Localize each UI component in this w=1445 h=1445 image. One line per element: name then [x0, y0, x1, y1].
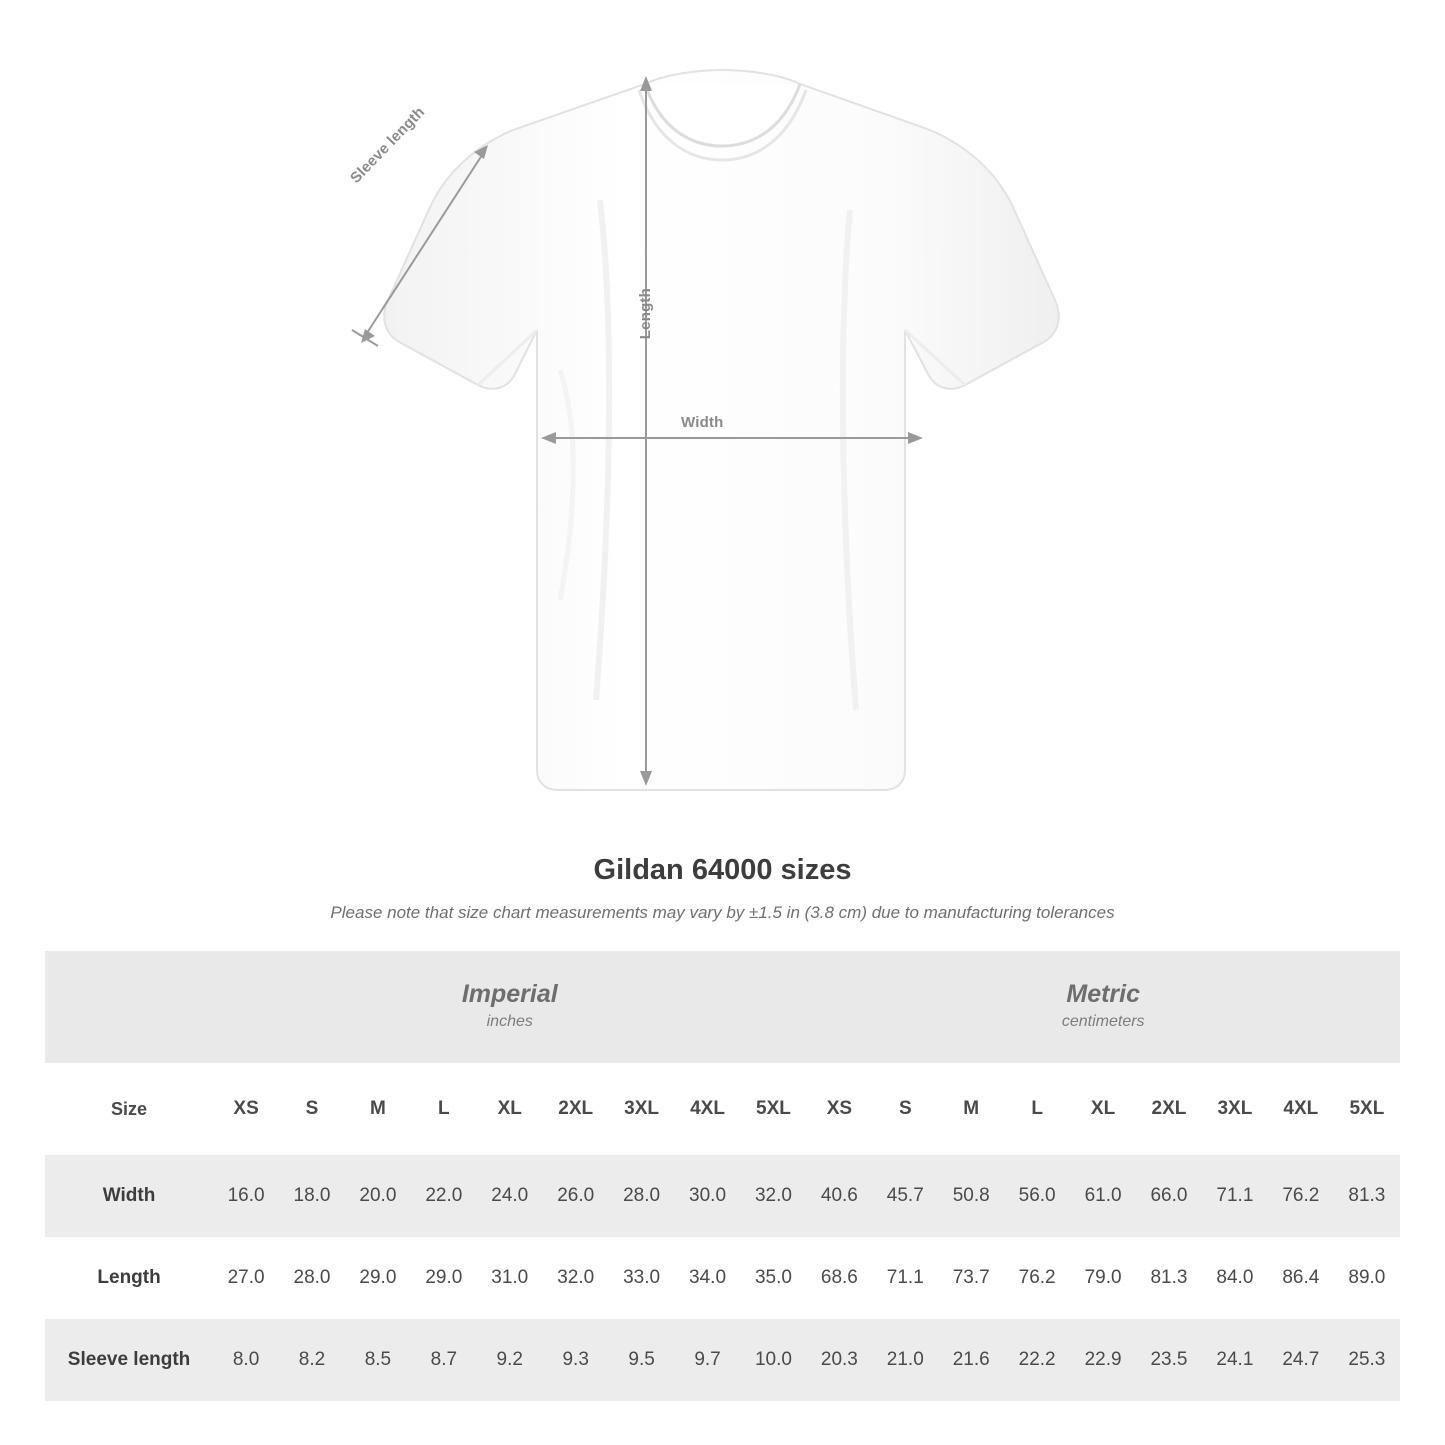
size-header-metric-5xl: 5XL [1349, 1098, 1385, 1119]
cell-sleeve-metric-3xl: 24.1 [1216, 1349, 1254, 1370]
size-header-imperial-5xl: 5XL [756, 1098, 791, 1119]
cell-sleeve-metric-xl: 22.9 [1084, 1349, 1122, 1370]
cell-length-imperial-xs: 27.0 [227, 1267, 265, 1288]
cell-sleeve-imperial-3xl: 9.5 [628, 1349, 655, 1370]
cell-length-imperial-4xl: 34.0 [689, 1267, 727, 1288]
cell-width-metric-xs: 40.6 [820, 1185, 858, 1206]
size-header-imperial-l: L [438, 1098, 450, 1119]
row-label-width: Width [102, 1185, 156, 1206]
unit-group-metric-name: Metric [1066, 979, 1141, 1008]
cell-length-imperial-5xl: 35.0 [754, 1267, 792, 1288]
cell-sleeve-imperial-m: 8.5 [364, 1349, 392, 1370]
dimension-label-length: Length [637, 288, 654, 340]
cell-width-imperial-xl: 24.0 [491, 1185, 529, 1206]
cell-length-metric-l: 76.2 [1018, 1267, 1056, 1288]
cell-length-metric-xl: 79.0 [1084, 1267, 1122, 1288]
unit-group-imperial-name: Imperial [461, 979, 558, 1008]
dimension-label-width: Width [681, 414, 724, 431]
size-header-metric-s: S [898, 1098, 912, 1119]
table-row [45, 1319, 1400, 1401]
cell-width-metric-4xl: 76.2 [1282, 1185, 1320, 1206]
size-header-imperial-4xl: 4XL [690, 1098, 725, 1119]
cell-width-metric-l: 56.0 [1018, 1185, 1056, 1206]
cell-length-metric-5xl: 89.0 [1348, 1267, 1386, 1288]
table-row [45, 1155, 1400, 1237]
cell-width-imperial-s: 18.0 [293, 1185, 331, 1206]
size-header-metric-2xl: 2XL [1151, 1098, 1187, 1119]
cell-width-imperial-m: 20.0 [359, 1185, 397, 1206]
cell-width-imperial-l: 22.0 [425, 1185, 463, 1206]
size-header-imperial-m: M [370, 1098, 386, 1119]
cell-sleeve-imperial-2xl: 9.3 [562, 1349, 589, 1370]
row-label-length: Length [97, 1267, 161, 1288]
size-header-metric-xs: XS [826, 1098, 853, 1119]
size-header-label: Size [111, 1098, 148, 1119]
size-header-imperial-xl: XL [497, 1098, 522, 1119]
cell-length-metric-s: 71.1 [886, 1267, 924, 1288]
cell-sleeve-imperial-xs: 8.0 [232, 1349, 260, 1370]
size-header-metric-m: M [963, 1098, 980, 1119]
cell-width-metric-2xl: 66.0 [1150, 1185, 1188, 1206]
size-chart-table [45, 951, 1400, 1401]
cell-length-metric-m: 73.7 [952, 1267, 990, 1288]
cell-sleeve-imperial-xl: 9.2 [496, 1349, 523, 1370]
unit-header-spacer [45, 951, 213, 1063]
cell-length-imperial-m: 29.0 [359, 1267, 397, 1288]
cell-sleeve-imperial-l: 8.7 [430, 1349, 458, 1370]
cell-sleeve-imperial-s: 8.2 [298, 1349, 326, 1370]
cell-width-imperial-2xl: 26.0 [557, 1185, 595, 1206]
cell-sleeve-metric-2xl: 23.5 [1150, 1349, 1188, 1370]
cell-width-imperial-4xl: 30.0 [689, 1185, 727, 1206]
cell-width-metric-xl: 61.0 [1084, 1185, 1122, 1206]
cell-length-imperial-s: 28.0 [293, 1267, 331, 1288]
cell-length-imperial-2xl: 32.0 [557, 1267, 595, 1288]
cell-width-metric-5xl: 81.3 [1348, 1185, 1386, 1206]
cell-length-metric-3xl: 84.0 [1216, 1267, 1254, 1288]
chart-heading [0, 854, 1445, 923]
size-header-metric-l: L [1031, 1098, 1043, 1119]
unit-group-imperial-unit: inches [486, 1012, 533, 1030]
page-title: Gildan 64000 sizes [593, 854, 852, 886]
cell-length-metric-4xl: 86.4 [1282, 1267, 1320, 1288]
cell-width-imperial-xs: 16.0 [227, 1185, 265, 1206]
cell-length-imperial-3xl: 33.0 [623, 1267, 661, 1288]
unit-group-imperial [213, 951, 806, 1063]
unit-system-header-row [45, 951, 1400, 1063]
cell-length-metric-xs: 68.6 [820, 1267, 858, 1288]
dimension-label-sleeve-length: Sleeve length [347, 103, 429, 187]
measurement-tolerance-note: Please note that size chart measurements may vary by ±1.5 in (3.8 cm) due to manufacturing tolerances [330, 903, 1115, 922]
size-header-imperial-s: S [305, 1098, 319, 1119]
cell-sleeve-metric-4xl: 24.7 [1282, 1349, 1320, 1370]
row-label-sleeve-length: Sleeve length [67, 1349, 191, 1370]
cell-width-metric-3xl: 71.1 [1216, 1185, 1254, 1206]
size-header-metric-3xl: 3XL [1217, 1098, 1253, 1119]
cell-width-metric-m: 50.8 [952, 1185, 990, 1206]
cell-sleeve-metric-5xl: 25.3 [1348, 1349, 1386, 1370]
cell-sleeve-metric-s: 21.0 [886, 1349, 924, 1370]
size-table-wrapper [45, 951, 1400, 1401]
cell-sleeve-metric-l: 22.2 [1018, 1349, 1056, 1370]
size-header-imperial-3xl: 3XL [624, 1098, 660, 1119]
cell-width-imperial-5xl: 32.0 [754, 1185, 792, 1206]
cell-width-metric-s: 45.7 [886, 1185, 924, 1206]
table-row [45, 1237, 1400, 1319]
unit-group-metric-unit: centimeters [1061, 1012, 1145, 1030]
size-header-imperial-2xl: 2XL [558, 1098, 594, 1119]
cell-sleeve-imperial-5xl: 10.0 [754, 1349, 792, 1370]
size-header-row [45, 1063, 1400, 1155]
cell-sleeve-imperial-4xl: 9.7 [694, 1349, 721, 1370]
size-header-metric-xl: XL [1090, 1098, 1116, 1119]
cell-sleeve-metric-xs: 20.3 [820, 1349, 858, 1370]
size-header-imperial-xs: XS [233, 1098, 259, 1119]
unit-group-metric [806, 951, 1400, 1063]
cell-width-imperial-3xl: 28.0 [623, 1185, 661, 1206]
cell-length-metric-2xl: 81.3 [1150, 1267, 1188, 1288]
size-header-metric-4xl: 4XL [1283, 1098, 1319, 1119]
cell-length-imperial-xl: 31.0 [491, 1267, 529, 1288]
cell-sleeve-metric-m: 21.6 [952, 1349, 990, 1370]
cell-length-imperial-l: 29.0 [425, 1267, 463, 1288]
